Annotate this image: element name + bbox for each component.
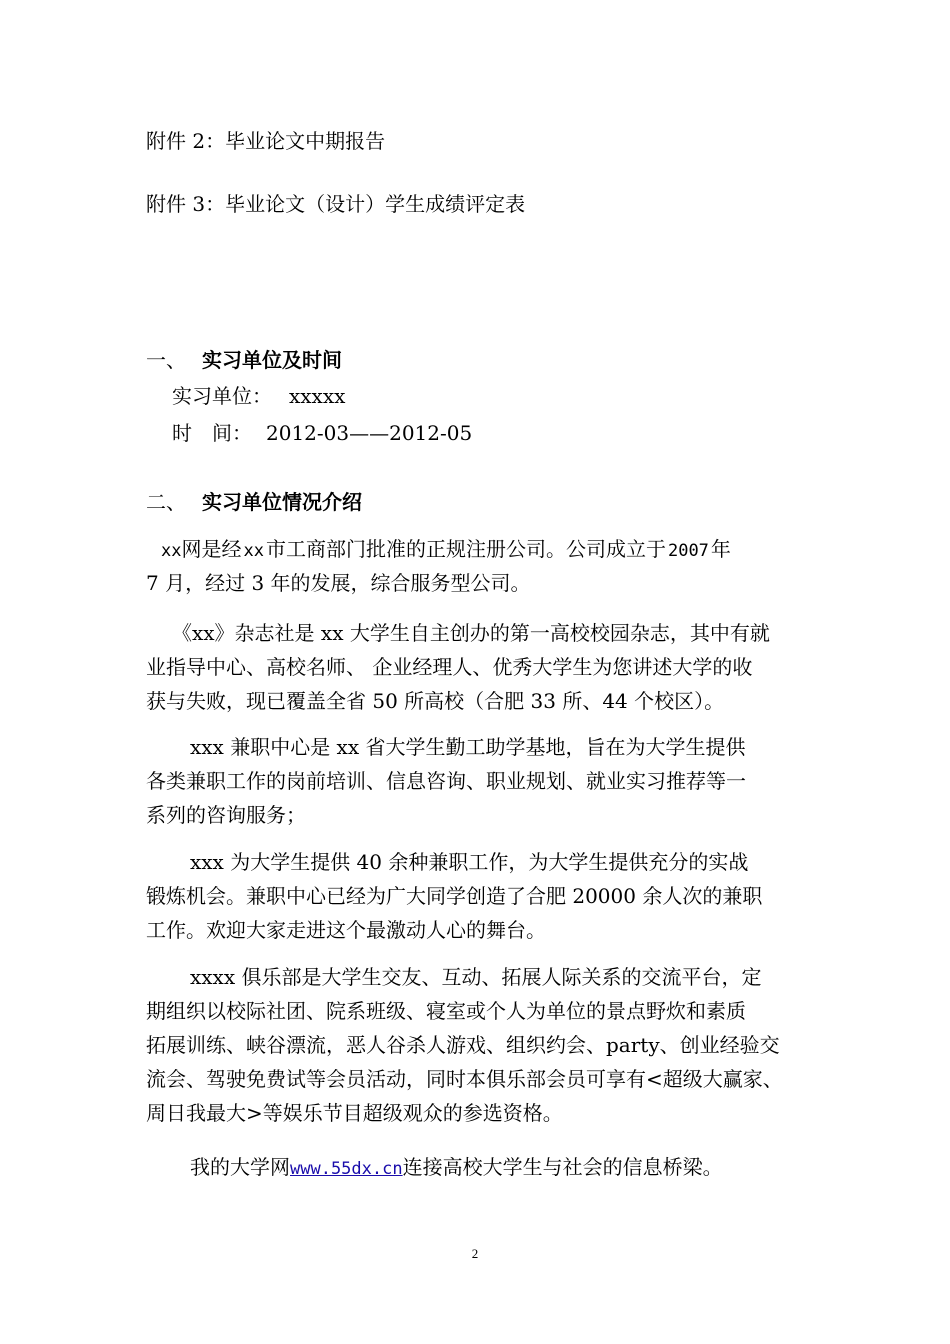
para3-line3: 系列的咨询服务； — [146, 803, 306, 827]
para1-a: 网是经 — [181, 537, 242, 561]
attachment-3: 附件 3：毕业论文（设计）学生成绩评定表 — [146, 192, 526, 216]
para1-e: 年 — [710, 537, 731, 561]
para1-line2: 7 月，经过 3 年的发展，综合服务型公司。 — [146, 571, 531, 595]
para4-line2: 锻炼机会。兼职中心已经为广大同学创造了合肥 20000 余人次的兼职 — [146, 884, 763, 908]
page-number: 2 — [471, 1246, 479, 1261]
para2-line1: 《xx》杂志社是 xx 大学生自主创办的第一高校校园杂志，其中有就 — [172, 621, 770, 645]
para1-line1 — [161, 535, 731, 565]
website-link[interactable]: www.55dx.cn — [290, 1159, 403, 1179]
section2-number: 二、 — [146, 490, 186, 514]
intern-time-value: 2012-03——2012-05 — [266, 421, 473, 445]
para1-d: 2007 — [667, 541, 709, 561]
para2-line3: 获与失败，现已覆盖全省 50 所高校（合肥 33 所、44 个校区）。 — [146, 689, 725, 713]
intern-time-label: 时 间： — [172, 421, 252, 445]
intern-unit-value: xxxxx — [289, 384, 346, 408]
para4-line1: xxx 为大学生提供 40 余种兼职工作，为大学生提供充分的实战 — [190, 850, 749, 874]
section1-number: 一、 — [146, 348, 186, 372]
para5-line5: 周日我最大>等娱乐节目超级观众的参选资格。 — [146, 1101, 563, 1125]
para4-line3: 工作。欢迎大家走进这个最激动人心的舞台。 — [146, 918, 546, 942]
para2-line2: 业指导中心、高校名师、 企业经理人、优秀大学生为您讲述大学的收 — [146, 655, 753, 679]
para6-line1 — [190, 1153, 723, 1183]
para1-b: xx — [243, 541, 264, 561]
attachment-2: 附件 2：毕业论文中期报告 — [146, 129, 386, 153]
para6-suffix: 连接高校大学生与社会的信息桥梁。 — [402, 1155, 723, 1179]
para6-prefix: 我的大学网 — [190, 1155, 290, 1179]
para1-lead: xx — [161, 541, 182, 561]
para1-c: 市工商部门批准的正规注册公司。公司成立于 — [265, 537, 666, 561]
para3-line1: xxx 兼职中心是 xx 省大学生勤工助学基地，旨在为大学生提供 — [190, 735, 746, 759]
para5-line3: 拓展训练、峡谷漂流，恶人谷杀人游戏、组织约会、party、创业经验交 — [146, 1033, 780, 1057]
para3-line2: 各类兼职工作的岗前培训、信息咨询、职业规划、就业实习推荐等一 — [146, 769, 746, 793]
para5-line2: 期组织以校际社团、院系班级、寝室或个人为单位的景点野炊和素质 — [146, 999, 746, 1023]
intern-unit-label: 实习单位： — [172, 384, 272, 408]
para5-line4: 流会、驾驶免费试等会员活动，同时本俱乐部会员可享有<超级大赢家、 — [146, 1067, 783, 1091]
section1-title: 实习单位及时间 — [202, 348, 342, 372]
section2-title: 实习单位情况介绍 — [202, 490, 362, 514]
para5-line1: xxxx 俱乐部是大学生交友、互动、拓展人际关系的交流平台，定 — [190, 965, 762, 989]
